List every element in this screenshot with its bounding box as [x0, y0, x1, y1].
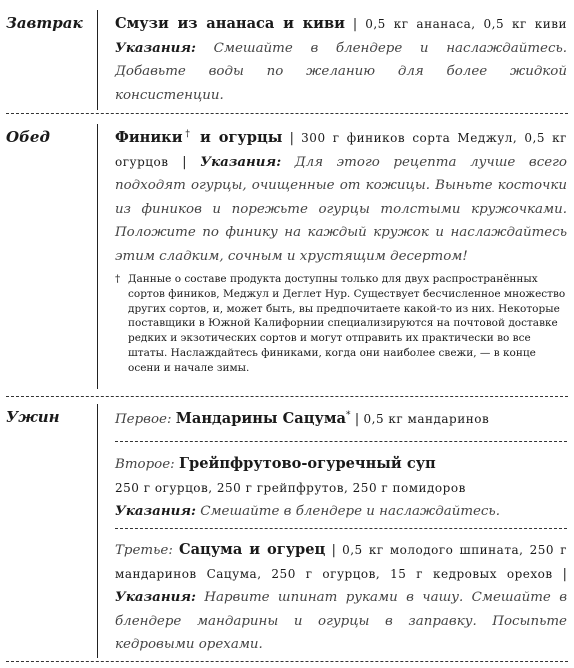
first-course-ingredients: 0,5 кг мандаринов	[363, 412, 490, 426]
separator: |	[352, 17, 358, 32]
instructions-label: Указания:	[200, 153, 282, 170]
first-course-title: Мандарины Сацума	[175, 410, 346, 427]
dinner-second-course	[115, 452, 567, 524]
second-course-instructions: Смешайте в блендере и наслаждайтесь.	[200, 504, 500, 519]
course-label: Первое:	[115, 412, 172, 427]
separator: |	[331, 543, 336, 558]
footnote	[115, 272, 567, 376]
dinner-first-course	[115, 407, 567, 432]
lunch-divider	[97, 124, 98, 389]
breakfast-divider	[97, 10, 98, 110]
course-divider	[115, 528, 567, 529]
course-divider	[115, 441, 567, 442]
lunch-label: Обед	[6, 128, 50, 146]
section-divider	[6, 661, 568, 662]
breakfast-instructions: Смешайте в блендере и наслаждайтесь. Добавьте воды по желанию для более жидкой консистенции.	[115, 40, 568, 103]
footnote-text: Данные о составе продукта доступны только для двух распространённых сортов фиников, Меджул и Деглет Нур. Существует бесчисленное множество других сортов, и, может быть, вы предпочитаете какой-то из них. Некоторые поставщики в Южной Калифорнии специализируются на почтовой доставке редких и экзотических сортов и могут отправить их практически во все штаты. Наслаждайтесь финиками, когда они наиболее свежи, — в конце осени и начале зимы.	[128, 273, 566, 374]
lunch-title: Финики	[115, 129, 183, 146]
separator: |	[562, 566, 567, 582]
dagger-mark: †	[182, 129, 193, 140]
third-course-ingredients: 0,5 кг молодого шпината, 250 г мандаринов Сацума, 250 г огурцов, 15 г кедровых орехов	[115, 543, 567, 581]
course-label: Второе:	[115, 457, 175, 472]
breakfast-label: Завтрак	[6, 14, 83, 32]
second-course-ingredients: 250 г огурцов, 250 г грейпфрутов, 250 г помидоров	[115, 480, 466, 495]
second-course-title: Грейпфрутово-огуречный суп	[178, 455, 436, 472]
breakfast-title: Смузи из ананаса и киви	[115, 15, 345, 32]
separator: |	[182, 154, 187, 170]
separator: |	[354, 412, 360, 427]
section-divider	[6, 113, 568, 114]
lunch-ingredients-cont: 0,5 кг огурцов	[115, 131, 567, 169]
section-divider	[6, 396, 568, 397]
instructions-label: Указания:	[115, 589, 196, 605]
asterisk-mark: *	[345, 410, 351, 421]
lunch-recipe	[115, 126, 567, 268]
dinner-third-course	[115, 538, 567, 657]
dinner-label: Ужин	[6, 408, 60, 426]
breakfast-recipe	[115, 12, 567, 107]
third-course-title: Сацума и огурец	[178, 541, 326, 558]
breakfast-ingredients: 0,5 кг ананаса, 0,5 кг киви	[365, 17, 567, 31]
lunch-instructions: Для этого рецепта лучше всего подходят огурцы, очищенные от кожицы. Выньте косточки из фиников и порежьте огурцы толстыми кружочками. Положите по финику на каждый кружок и наслаждайтесь этим сладким, сочным и хрустящим десертом!	[115, 154, 567, 264]
dinner-divider	[97, 404, 98, 658]
course-label: Третье:	[115, 543, 173, 558]
lunch-ingredients: 300 г фиников сорта Меджул,	[301, 131, 518, 145]
lunch-title-cont: и огурцы	[199, 129, 283, 146]
third-course-instructions: Нарвите шпинат руками в чашу. Смешайте в блендере мандарины и огурцы в заправку. Посыпьте кедровыми орехами.	[115, 590, 567, 652]
footnote-mark: †	[115, 273, 121, 285]
instructions-label: Указания:	[115, 503, 196, 519]
instructions-label: Указания:	[115, 39, 196, 56]
separator: |	[289, 131, 295, 146]
